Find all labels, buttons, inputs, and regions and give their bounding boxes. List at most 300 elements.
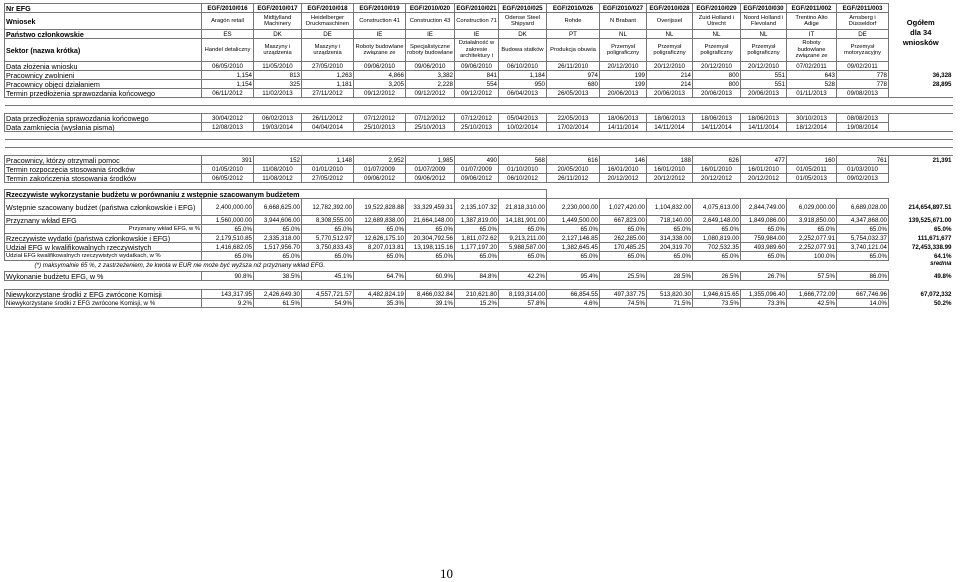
spacer-row xyxy=(5,132,953,140)
cell-value: 761 xyxy=(837,156,889,165)
cell-value: 626 xyxy=(693,156,741,165)
cell-value: 214 xyxy=(647,71,693,80)
cell-value: 4.6% xyxy=(547,299,600,308)
row-label: Sektor (nazwa krótka) xyxy=(5,39,202,62)
cell-value: 8,308,555.00 xyxy=(302,216,354,225)
column-nr: EGF/2011/002 xyxy=(787,4,837,13)
empty-cell xyxy=(600,140,647,148)
column-sektor: Przemysł poligraficzny xyxy=(741,39,787,62)
column-panstwo: NL xyxy=(647,30,693,39)
cell-value: 9,213,211.00 xyxy=(499,234,547,243)
column-nr: EGF/2010/017 xyxy=(254,4,302,13)
cell-value: 65.0% xyxy=(741,252,787,261)
cell-value: 19,522,828.88 xyxy=(354,199,406,216)
cell-value: 1,355,096.40 xyxy=(741,290,787,299)
cell-value: 5,754,032.37 xyxy=(837,234,889,243)
row-label: Udział EFG kwalifikowalnych rzeczywistych wydatkach, w % xyxy=(5,252,202,261)
row-total xyxy=(889,62,953,71)
row-termin_zak xyxy=(5,174,953,183)
total-heading-line: Ogółem xyxy=(906,17,935,27)
row-total: 214,654,897.51 xyxy=(889,199,953,216)
column-panstwo: NL xyxy=(693,30,741,39)
cell-value: 65.0% xyxy=(600,225,647,234)
cell-value: 65.0% xyxy=(455,225,499,234)
empty-cell xyxy=(787,98,837,106)
cell-value: 09/06/2010 xyxy=(455,62,499,71)
column-panstwo: DE xyxy=(837,30,889,39)
cell-value: 07/12/2012 xyxy=(354,114,406,123)
column-nr: EGF/2010/026 xyxy=(547,4,600,13)
cell-value: 20/06/2013 xyxy=(693,89,741,98)
column-panstwo: PT xyxy=(547,30,600,39)
cell-value: 2,426,649.30 xyxy=(254,290,302,299)
cell-value: 14,181,901.00 xyxy=(499,216,547,225)
cell-value: 65.0% xyxy=(837,225,889,234)
cell-value: 3,750,833.43 xyxy=(302,243,354,252)
empty-cell xyxy=(837,261,889,270)
column-wniosek: Trentino Alto Adige xyxy=(787,13,837,30)
row-niewyk_pct xyxy=(5,299,953,308)
cell-value: 1,382,645.45 xyxy=(547,243,600,252)
cell-value: 2,228 xyxy=(406,80,455,89)
cell-value: 09/02/2011 xyxy=(837,62,889,71)
column-wniosek: Construction 71 xyxy=(455,13,499,30)
cell-value: 30/10/2013 xyxy=(787,114,837,123)
cell-value: 45.1% xyxy=(302,272,354,281)
row-total: 36,328 xyxy=(889,71,953,80)
cell-value: 09/06/2012 xyxy=(455,174,499,183)
cell-value: 204,319.70 xyxy=(647,243,693,252)
empty-cell xyxy=(254,132,302,140)
cell-value: 01/05/2011 xyxy=(787,165,837,174)
cell-value: 09/08/2013 xyxy=(837,89,889,98)
cell-value: 19/03/2014 xyxy=(254,123,302,132)
cell-value: 718,140.00 xyxy=(647,216,693,225)
cell-value: 65.0% xyxy=(600,252,647,261)
empty-cell xyxy=(254,148,302,156)
column-panstwo: DK xyxy=(499,30,547,39)
row-termin_przedl xyxy=(5,89,953,98)
cell-value: 100.0% xyxy=(787,252,837,261)
cell-value: 551 xyxy=(741,80,787,89)
empty-cell xyxy=(787,148,837,156)
cell-value: 65.0% xyxy=(647,252,693,261)
cell-value: 551 xyxy=(741,71,787,80)
cell-value: 14/11/2014 xyxy=(741,123,787,132)
cell-value: 30/04/2012 xyxy=(202,114,254,123)
empty-cell xyxy=(741,106,787,114)
row-total xyxy=(889,89,953,98)
cell-value: 65.0% xyxy=(354,225,406,234)
cell-value: 314,338.00 xyxy=(647,234,693,243)
row-total xyxy=(889,114,953,123)
header-row-sektor xyxy=(5,39,953,62)
cell-value: 497,337.75 xyxy=(600,290,647,299)
row-pomoc xyxy=(5,156,953,165)
column-panstwo: NL xyxy=(741,30,787,39)
row-label: Wniosek xyxy=(5,13,202,30)
empty-cell xyxy=(889,140,953,148)
cell-value: 1,416,682.05 xyxy=(202,243,254,252)
column-sektor: Działalność w zakresie architektury i xyxy=(455,39,499,62)
row-label: Data przedłożenia sprawozdania końcowego xyxy=(5,114,202,123)
cell-value: 20/12/2010 xyxy=(693,62,741,71)
cell-value: 18/06/2013 xyxy=(600,114,647,123)
cell-value: 65.0% xyxy=(202,225,254,234)
cell-value: 18/12/2014 xyxy=(787,123,837,132)
empty-cell xyxy=(499,106,547,114)
cell-value: 27/11/2012 xyxy=(302,89,354,98)
column-wniosek: Midtjylland Machinery xyxy=(254,13,302,30)
cell-value: 16/01/2010 xyxy=(741,165,787,174)
total-heading xyxy=(889,4,953,62)
cell-value: 65.0% xyxy=(693,252,741,261)
column-nr: EGF/2010/029 xyxy=(693,4,741,13)
empty-cell xyxy=(455,132,499,140)
row-termin_rozp xyxy=(5,165,953,174)
cell-value: 06/04/2013 xyxy=(499,89,547,98)
cell-value: 1,560,000.00 xyxy=(202,216,254,225)
row-label: Data zamknięcia (wysłania pisma) xyxy=(5,123,202,132)
cell-value: 170,485.25 xyxy=(600,243,647,252)
cell-value: 643 xyxy=(787,71,837,80)
empty-cell xyxy=(547,132,600,140)
cell-value: 160 xyxy=(787,156,837,165)
empty-cell xyxy=(354,132,406,140)
cell-value: 60.9% xyxy=(406,272,455,281)
cell-value: 33,329,459.31 xyxy=(406,199,455,216)
empty-cell xyxy=(837,190,889,199)
cell-value: 01/05/2013 xyxy=(787,174,837,183)
cell-value: 14/11/2014 xyxy=(647,123,693,132)
spacer-row xyxy=(5,98,953,106)
cell-value: 74.5% xyxy=(600,299,647,308)
cell-value: 20,304,792.56 xyxy=(406,234,455,243)
cell-value: 57.5% xyxy=(787,272,837,281)
row-wydatki xyxy=(5,234,953,243)
cell-value: 16/01/2010 xyxy=(600,165,647,174)
header-row-wniosek xyxy=(5,13,953,30)
column-wniosek: Heidelberger Druckmaschinen xyxy=(302,13,354,30)
cell-value: 01/05/2010 xyxy=(202,165,254,174)
cell-value: 667,823.00 xyxy=(600,216,647,225)
cell-value: 11/08/2012 xyxy=(254,174,302,183)
cell-value: 65.0% xyxy=(354,252,406,261)
cell-value: 01/07/2009 xyxy=(455,165,499,174)
cell-value: 27/05/2012 xyxy=(302,174,354,183)
cell-value: 09/06/2010 xyxy=(354,62,406,71)
empty-cell xyxy=(499,148,547,156)
cell-value: 08/08/2013 xyxy=(837,114,889,123)
cell-value: 1,387,819.00 xyxy=(455,216,499,225)
cell-value: 26/05/2013 xyxy=(547,89,600,98)
cell-value: 06/10/2012 xyxy=(499,174,547,183)
cell-value: 25.5% xyxy=(600,272,647,281)
row-label: Termin rozpoczęcia stosowania środków xyxy=(5,165,202,174)
cell-value: 2,230,000.00 xyxy=(547,199,600,216)
cell-value: 759,984.00 xyxy=(741,234,787,243)
empty-cell xyxy=(837,132,889,140)
row-objeci xyxy=(5,80,953,89)
cell-value: 07/12/2012 xyxy=(406,114,455,123)
cell-value: 702,532.35 xyxy=(693,243,741,252)
column-nr: EGF/2010/019 xyxy=(354,4,406,13)
empty-cell xyxy=(5,106,202,114)
cell-value: 841 xyxy=(455,71,499,80)
gap-row xyxy=(5,281,953,290)
row-total xyxy=(889,165,953,174)
row-label: Termin przedłożenia sprawozdania końcowego xyxy=(5,89,202,98)
cell-value: 71.5% xyxy=(647,299,693,308)
row-total: 72,453,338.99 xyxy=(889,243,953,252)
cell-value: 61.5% xyxy=(254,299,302,308)
cell-value: 27/05/2010 xyxy=(302,62,354,71)
column-panstwo: IE xyxy=(455,30,499,39)
cell-value: 06/10/2010 xyxy=(499,62,547,71)
row-total: 64.1% xyxy=(889,252,953,261)
cell-value: 1,946,615.65 xyxy=(693,290,741,299)
empty-cell xyxy=(302,98,354,106)
cell-value: 4,347,868.00 xyxy=(837,216,889,225)
gap-cell xyxy=(5,183,953,190)
cell-value: 20/06/2013 xyxy=(600,89,647,98)
column-sektor: Handel detaliczny xyxy=(202,39,254,62)
row-label: Udział EFG w kwalifikowalnych rzeczywistych xyxy=(5,243,202,252)
empty-cell xyxy=(547,148,600,156)
row-label: Wstępnie szacowany budżet (państwa członkowskie i EFG) xyxy=(5,199,202,216)
cell-value: 1,811,072.62 xyxy=(455,234,499,243)
cell-value: 25/10/2013 xyxy=(455,123,499,132)
gap-cell xyxy=(5,281,953,290)
cell-value: 2,179,510.85 xyxy=(202,234,254,243)
empty-cell xyxy=(600,148,647,156)
empty-cell xyxy=(837,98,889,106)
empty-cell xyxy=(741,148,787,156)
row-label: Państwo członkowskie xyxy=(5,30,202,39)
cell-value: 1,154 xyxy=(202,71,254,80)
row-total: 21,391 xyxy=(889,156,953,165)
row-total: 67,072,332 xyxy=(889,290,953,299)
cell-value: 1,104,832.00 xyxy=(647,199,693,216)
empty-cell xyxy=(5,98,202,106)
cell-value: 3,205 xyxy=(354,80,406,89)
column-panstwo: DK xyxy=(254,30,302,39)
column-sektor: Przemysł motoryzacyjny xyxy=(837,39,889,62)
cell-value: 09/12/2012 xyxy=(455,89,499,98)
cell-value: 18/06/2013 xyxy=(741,114,787,123)
cell-value: 667,746.96 xyxy=(837,290,889,299)
column-sektor: Produkcja obuwia xyxy=(547,39,600,62)
empty-cell xyxy=(547,190,600,199)
row-niewyk xyxy=(5,290,953,299)
empty-cell xyxy=(302,148,354,156)
column-sektor: Roboty budowlane związane ze xyxy=(787,39,837,62)
total-heading-line: dla 34 xyxy=(910,27,932,37)
cell-value: 06/02/2013 xyxy=(254,114,302,123)
empty-cell xyxy=(787,190,837,199)
column-sektor: Maszyny i urządzenia xyxy=(302,39,354,62)
row-label: Data złożenia wniosku xyxy=(5,62,202,71)
empty-cell xyxy=(547,106,600,114)
cell-value: 11/08/2010 xyxy=(254,165,302,174)
empty-cell xyxy=(741,132,787,140)
column-wniosek: Zuid Holland i Utrecht xyxy=(693,13,741,30)
empty-cell xyxy=(254,98,302,106)
empty-cell xyxy=(741,140,787,148)
empty-cell xyxy=(741,98,787,106)
cell-value: 199 xyxy=(600,80,647,89)
cell-value: 391 xyxy=(202,156,254,165)
empty-cell xyxy=(455,140,499,148)
empty-cell xyxy=(455,148,499,156)
column-sektor: Roboty budowlane związane ze xyxy=(354,39,406,62)
cell-value: 6,689,028.00 xyxy=(837,199,889,216)
empty-cell xyxy=(354,98,406,106)
cell-value: 2,400,000.00 xyxy=(202,199,254,216)
empty-cell xyxy=(741,190,787,199)
cell-value: 35.3% xyxy=(354,299,406,308)
cell-value: 21,818,310.00 xyxy=(499,199,547,216)
cell-value: 06/05/2012 xyxy=(202,174,254,183)
cell-value: 84.8% xyxy=(455,272,499,281)
cell-value: 65.0% xyxy=(302,225,354,234)
cell-value: 3,382 xyxy=(406,71,455,80)
empty-cell xyxy=(787,140,837,148)
empty-cell xyxy=(693,132,741,140)
cell-value: 950 xyxy=(499,80,547,89)
spacer-row xyxy=(5,106,953,114)
cell-value: 188 xyxy=(647,156,693,165)
cell-value: 5,770,512.97 xyxy=(302,234,354,243)
cell-value: 8,466,032.84 xyxy=(406,290,455,299)
empty-cell xyxy=(693,148,741,156)
cell-value: 13,198,115.16 xyxy=(406,243,455,252)
cell-value: 26/11/2010 xyxy=(547,62,600,71)
cell-value: 325 xyxy=(254,80,302,89)
row-uzdzial_pct xyxy=(5,252,953,261)
cell-value: 86.0% xyxy=(837,272,889,281)
cell-value: 25/10/2013 xyxy=(406,123,455,132)
column-wniosek: Overijssel xyxy=(647,13,693,30)
cell-value: 65.0% xyxy=(693,225,741,234)
row-total: 111,671,677 xyxy=(889,234,953,243)
cell-value: 10/02/2014 xyxy=(499,123,547,132)
cell-value: 800 xyxy=(693,80,741,89)
empty-cell xyxy=(254,106,302,114)
spacer-row xyxy=(5,148,953,156)
cell-value: 26.5% xyxy=(693,272,741,281)
row-label: Niewykorzystane środki z EFG zwrócone Komisji xyxy=(5,290,202,299)
row-total: 28,895 xyxy=(889,80,953,89)
cell-value: 210,621.80 xyxy=(455,290,499,299)
cell-value: 1,027,420.00 xyxy=(600,199,647,216)
cell-value: 778 xyxy=(837,80,889,89)
row-total: 65.0% xyxy=(889,225,953,234)
column-nr: EGF/2010/020 xyxy=(406,4,455,13)
cell-value: 2,952 xyxy=(354,156,406,165)
row-label: Przyznany wkład EFG, w % xyxy=(5,225,202,234)
empty-cell xyxy=(787,106,837,114)
empty-cell xyxy=(889,132,953,140)
cell-value: 65.0% xyxy=(202,252,254,261)
cell-value: 4,557,721.57 xyxy=(302,290,354,299)
row-total xyxy=(889,123,953,132)
cell-value: 1,985 xyxy=(406,156,455,165)
cell-value: 1,177,197.20 xyxy=(455,243,499,252)
empty-cell xyxy=(693,190,741,199)
cell-value: 680 xyxy=(547,80,600,89)
empty-cell xyxy=(202,106,254,114)
empty-cell xyxy=(837,140,889,148)
empty-cell xyxy=(889,98,953,106)
empty-cell xyxy=(889,106,953,114)
cell-value: 01/07/2009 xyxy=(406,165,455,174)
cell-value: 1,666,772.09 xyxy=(787,290,837,299)
cell-value: 18/06/2013 xyxy=(693,114,741,123)
header-row-nr xyxy=(5,4,953,13)
cell-value: 05/04/2013 xyxy=(499,114,547,123)
empty-cell xyxy=(600,132,647,140)
cell-value: 16/01/2010 xyxy=(693,165,741,174)
cell-value: 09/12/2012 xyxy=(354,89,406,98)
cell-value: 1,184 xyxy=(499,71,547,80)
column-nr: EGF/2010/025 xyxy=(499,4,547,13)
row-label: Pracownicy objęci działaniem xyxy=(5,80,202,89)
row-wklad xyxy=(5,216,953,225)
cell-value: 1,080,819.00 xyxy=(693,234,741,243)
cell-value: 20/12/2010 xyxy=(647,62,693,71)
cell-value: 14/11/2014 xyxy=(600,123,647,132)
gap-row xyxy=(5,183,953,190)
cell-value: 39.1% xyxy=(406,299,455,308)
cell-value: 09/06/2010 xyxy=(406,62,455,71)
cell-value: 3,740,121.04 xyxy=(837,243,889,252)
cell-value: 214 xyxy=(647,80,693,89)
column-sektor: Specjalistyczne roboty budowlane xyxy=(406,39,455,62)
cell-value: 01/03/2010 xyxy=(837,165,889,174)
empty-cell xyxy=(499,98,547,106)
cell-value: 12,689,838.00 xyxy=(354,216,406,225)
cell-value: 20/12/2012 xyxy=(693,174,741,183)
cell-value: 25/10/2013 xyxy=(354,123,406,132)
cell-value: 19/08/2014 xyxy=(837,123,889,132)
row-label: Rzeczywiste wydatki (państwa członkowskie i EFG) xyxy=(5,234,202,243)
cell-value: 568 xyxy=(499,156,547,165)
empty-cell xyxy=(547,140,600,148)
cell-value: 14/11/2014 xyxy=(693,123,741,132)
cell-value: 42.5% xyxy=(787,299,837,308)
column-wniosek: Construction 41 xyxy=(354,13,406,30)
cell-value: 65.0% xyxy=(254,225,302,234)
cell-value: 528 xyxy=(787,80,837,89)
cell-value: 26/11/2012 xyxy=(302,114,354,123)
column-nr: EGF/2010/028 xyxy=(647,4,693,13)
empty-cell xyxy=(889,148,953,156)
column-sektor: Przemysł poligraficzny xyxy=(693,39,741,62)
empty-cell xyxy=(302,140,354,148)
cell-value: 65.0% xyxy=(547,225,600,234)
cell-value: 01/07/2009 xyxy=(354,165,406,174)
empty-cell xyxy=(499,132,547,140)
empty-cell xyxy=(455,98,499,106)
cell-value: 20/12/2010 xyxy=(741,62,787,71)
cell-value: 493,989.60 xyxy=(741,243,787,252)
column-wniosek: Rohde xyxy=(547,13,600,30)
cell-value: 146 xyxy=(600,156,647,165)
cell-value: 64.7% xyxy=(354,272,406,281)
empty-cell xyxy=(837,148,889,156)
empty-cell xyxy=(406,106,455,114)
